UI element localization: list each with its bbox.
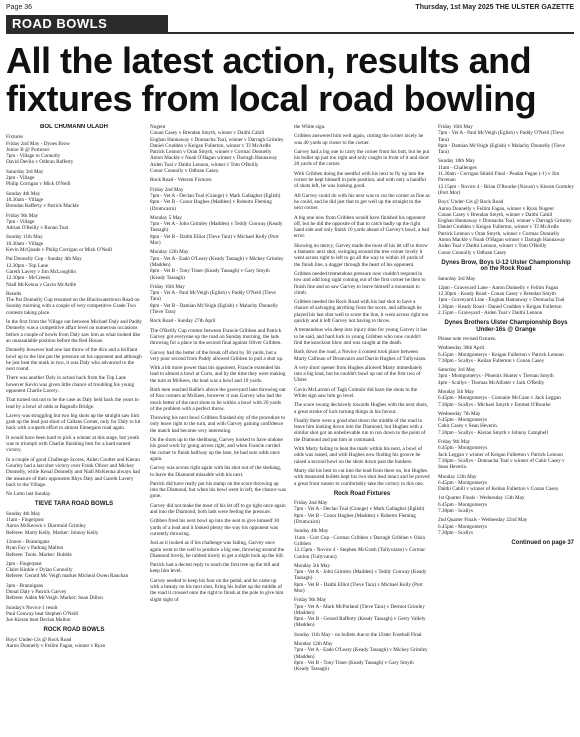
paragraph [294, 446, 430, 465]
paragraph [438, 439, 574, 470]
text-line: 8pm - Damian McVeigh (Eglish) v Malachy Donnelly (Tieve Tara) [438, 142, 565, 156]
text-line: 8pm - Vet B - Gerard Rafferty (Keady Tassagh) v Gerry Vallely (Madden) [294, 616, 426, 629]
text-line: Ryan Fay v Padraig Mallon [6, 545, 64, 552]
paragraph [6, 291, 142, 316]
text-line: 2nd Quarter Finals - Wednesday 22nd May [438, 517, 528, 524]
text-line: Cahir Casey v Sean Heverin. [438, 423, 499, 430]
publication-date: Thursday, 1st May 2025 THE ULSTER GAZETTE [415, 4, 574, 11]
section-label: ROAD BOWLS [6, 15, 168, 33]
text-line: Monday 12th May [150, 249, 189, 256]
paragraph [438, 199, 574, 256]
paragraph [6, 413, 142, 432]
paragraph [6, 234, 142, 253]
paragraph [294, 468, 430, 487]
text-line: 6.45pm - Montgomerys - Keigan Fullerton v Patrick Lennon [438, 351, 564, 358]
page-number: Page 36 [6, 4, 33, 11]
paragraph [6, 491, 142, 497]
paragraph [150, 215, 286, 246]
paragraph [6, 213, 142, 232]
paragraph [438, 285, 574, 316]
text-line: With a bit more power than his opponent, Francie extended his lead to almost a bowl at Corrs, and by the time they were making the turn at McKees, the lead was a bowl and 10 yards. [150, 365, 286, 384]
paragraph [150, 124, 286, 174]
text-line: Referee: Marty Kelly. Marker: Johnny Kelly [6, 529, 99, 536]
text-line: 8pm - Vet B - Tony Toner (Keady Tassagh) v Gary Smyth (Keady Tassagh) [150, 268, 270, 281]
text-line: 7pm - Vet A - Eadó O'Leary (Keady Tassagh) v Mickey Grimley (Madden) [150, 255, 284, 268]
paragraph [150, 284, 286, 315]
paragraph [438, 474, 574, 493]
text-line: 8pm - Vet B - Daithi Elliot (Tieve Tara) v Michael Kelly (Port Mor) [150, 233, 279, 247]
text-line: Eoghan Hannaway v Donnacha Toal, winner v Darragh Grimley [438, 218, 572, 225]
text-line: Rock Road - Veteran Fixtures [150, 177, 212, 184]
paragraph [294, 327, 430, 346]
text-line: 11am - Challenges [438, 164, 477, 171]
text-line: 3pm - Brannigans [6, 582, 44, 589]
paragraph [150, 177, 286, 183]
text-line: 12noon - Brannigans [6, 538, 50, 545]
paragraph [438, 367, 574, 386]
text-line: 7.30pm - Scallys - Michael Smyth v Emmet O'Rourke [438, 401, 551, 408]
text-line: Rock Road - Sunday 27th April [150, 318, 216, 325]
text-line: 10.30am - Village [6, 196, 44, 203]
text-line: All Garvey could do with his next was to cut the corner as fine as he could, and he did just that to get well up the straight to the next corner. [294, 192, 430, 212]
paragraph [438, 389, 574, 408]
paragraph [6, 191, 142, 210]
text-line: With Gribben doing the needful with his next to fly up into the corner he kept himself in pole position, and with only a handful of shots left, he was looking good. [294, 170, 426, 190]
text-line: 3pm - Montgomerys - Phoenix Hunter v Tiernan Smyth [438, 373, 554, 380]
text-line: 7pm - Vet A - John Grimley (Madden) v Teddy Conway (Keady Tassagh) [294, 569, 427, 582]
text-line: Conor Connolly v Odhran Casey [438, 249, 507, 256]
text-line: That turned out not to be the case as Daly held back the years to lead by a bowl of odds at Bagnalls Bridge. [6, 397, 139, 410]
text-line: 7.30pm - Scallys - Kieran Smyth v Johnny Campbell [438, 429, 548, 436]
paragraph [6, 605, 142, 624]
text-line: 11am - Fingerpost [6, 517, 44, 524]
paragraph [6, 511, 142, 536]
paragraph [294, 171, 430, 190]
text-line: Aiden Toal v Daithi Lennon, winner v Tom O'Reilly [150, 161, 259, 168]
paragraph [294, 299, 430, 324]
paragraph [438, 517, 574, 536]
text-line: 2.15pm - Graveyard - Aiden Toal v Daithi Lennon [438, 310, 543, 317]
paragraph [6, 169, 142, 188]
text-line: Friday 2nd May - Dynes Brow [6, 140, 70, 147]
text-line: Niall McKenna v Gavin McArdle [6, 281, 77, 288]
paragraph [150, 540, 286, 559]
text-line: 7.30pm - Scallys [438, 529, 474, 536]
paragraph [438, 158, 574, 196]
text-line: Gribben needed tremendous pressure now couldn't respond in tow and odd long sight coming out of the first corner he then to finish line and so saw Garvey to leave himself a mountain to climb. [294, 270, 426, 296]
text-line: Daniel Crudden v Keigan Fullerton, winner v TJ McArdle [150, 142, 271, 149]
text-line: 11.30am - Corrigan Shield Final - Peadar Fegan (-1) v Jim Pavenan [438, 171, 560, 184]
text-line: 7pm - Village [6, 218, 35, 225]
text-line: 1pm - Graveyard Line - Eoghan Hannaway v Donnacha Toal [438, 297, 565, 304]
paragraph [6, 347, 142, 372]
paragraph [150, 318, 286, 324]
paragraph [150, 350, 286, 363]
paragraph [294, 193, 430, 212]
text-line: On the shots up to the shebbung, Garvey looked to have undone his good work by going across right, and when Francie carried the corner to finish halfway up the lane, he had sure odds once again. [150, 437, 283, 462]
paragraph [294, 563, 430, 594]
paragraph [150, 437, 286, 462]
text-line: Pat Donnelly Cup - Sunday 4th May [6, 256, 82, 263]
paragraph [294, 149, 430, 168]
text-line: In a couple of good Challenge Scores, Aiden Coulter and Kieran Gourley had a last shot victory over Frank Oliver and Mickey Donnelly, while Kenal Donnelly and Niall McKenna always had the measure of their opponents Rhys Daly and Gareth Lavery back to the Village. [6, 456, 141, 488]
paragraph [6, 457, 142, 488]
paragraph [294, 528, 430, 559]
text-line: No Lotto last Sunday. [6, 491, 52, 498]
text-line: Throwing his next bowl Gribben finished shy of the procedure to only leave right to the turn, and with Garvey gaining confidence the match had become very interesting. [150, 415, 286, 434]
text-line: The score swung decisively towards Hughes with the next shots, a great stroke of luck turning things in his favour. [294, 402, 428, 415]
text-line: 8pm - Vet B - Damian McVeigh (Eglish) v Malachy Donnelly (Tieve Tara) [150, 302, 279, 316]
subhead-rock-road-fixtures: Rock Road Fixtures [333, 490, 391, 497]
text-line: 7pm - Vet A - Paul McVeigh (Eglish) v Paddy O'Neill (Tieve Tara) [438, 130, 564, 143]
paragraph [6, 256, 142, 287]
paragraph [6, 637, 142, 650]
paragraph [6, 583, 142, 602]
text-line: A very short opener from Hughes allowed Marty immediately into a big lead, but he couldn't bowl up out of the first two of Ulster. [294, 364, 423, 384]
paragraph [294, 641, 430, 672]
paragraph [294, 597, 430, 628]
paragraph [294, 387, 430, 400]
text-line: Paul Conway beat Stephen O'Neill [6, 610, 79, 617]
paragraph [6, 319, 142, 344]
text-line: There was another Daly in action back from the Top Lane however Kevin was given little chance of troubling his young opponent Charlie Lavery. [6, 375, 135, 394]
text-line: Monday 12th May [294, 641, 333, 648]
text-line: Garvey did not make the most of his let off to go tight once again and into the Diamond, both lads were feeling the pressure. [150, 502, 286, 516]
paragraph [294, 215, 430, 240]
text-line: Aaron Donnelly v Feilim Fagan, winner v Ryan Nugent [438, 205, 554, 212]
text-line: Anton Mackle v Noah O'Hagan winner v Darragh Hannaway [150, 155, 278, 162]
paragraph [294, 133, 430, 146]
text-line: 12.30pm - McCreesh [6, 275, 50, 282]
text-line: Sunday's Novice 1 result [6, 604, 58, 611]
text-line: 4pm - Scallys - Thomas McAllister v Jack O'Reilly [438, 379, 545, 386]
text-line: Monday 5th May [294, 562, 331, 569]
text-line: 6.45pm - Montgomerys - Connaire McCann v Jack Leggan [438, 395, 561, 402]
text-line: In the first from the Village out between Michael Daly and Paddy Donnelly was a competitive affair level on numerous occasions before a couple of bowls from Daly saw him as what looked like an unassailable position before the Red House. [6, 319, 142, 344]
text-line: Garvey needed to keep his foot on the pedal, and he came up with a beauty on his next shot, firing his bullet up the middle of the road it crossed onto the right to finish at the pole to give him slight sight of [150, 577, 284, 603]
text-line: Monday 5 May [150, 214, 182, 221]
text-line: Saturday 3rd May [438, 367, 476, 374]
text-line: Nugent [150, 124, 166, 130]
paragraph [150, 503, 286, 516]
paragraph [6, 539, 142, 558]
paragraph [6, 375, 142, 394]
paragraph [294, 349, 430, 362]
text-line: It would have been hard to pick a winner at this stage, but youth was to triumph with Charlie finishing best for a hard earned victory. [6, 434, 140, 454]
text-line: 10.30am - Village [6, 240, 44, 247]
text-line: Friday 2nd May [150, 186, 184, 193]
text-line: Friday 16th May [438, 124, 473, 130]
text-line: Friday 9th May [438, 439, 471, 446]
text-line: Sunday 4th May [6, 190, 41, 197]
text-line: Sunday 18th May [438, 158, 475, 165]
paragraph [294, 243, 430, 268]
paragraph [150, 249, 286, 280]
text-line: 8pm - Vet B - Tony Toner (Keady Tassagh) v Gary Smyth (Keady Tassagh) [294, 659, 414, 673]
text-line: Sunday 4th May [6, 510, 41, 517]
paragraph [294, 365, 430, 384]
text-line: Friday 2nd May [294, 500, 328, 507]
text-line: 6.45pm - Montgomerys [438, 417, 488, 424]
paragraph [6, 435, 142, 454]
column-3 [294, 124, 430, 694]
text-line: Showing no mercy, Garvey made the most of his let off to throw a fantastic next shot, swinging around the tree corner lovely it went across right to left to go all the way to within 10 yards of the finish line, a dagger through the heart of his opponent. [294, 242, 428, 268]
text-line: Results [6, 290, 22, 297]
text-line: Kevin McQuade v Philip Corrigan or Mick O'Neill [6, 247, 112, 254]
text-line: Gribben answered him well again, cutting the corner nicely he was 40 yards up closer to the corner. [294, 133, 424, 146]
text-line: Daniel Crudden v Keigan Fullerton, winner v TJ McArdle [438, 224, 559, 231]
text-line: Aaron Donnelly v Feilim Fagan, winner v Ryan [6, 643, 106, 650]
text-line: 12.15pm - Novice 4 - Stephen McGrath (Tullyvaran) v Cormac Conlon (Tullyvaran) [294, 547, 426, 560]
text-line: Sunday 11th May - no bullets due to the Ulster Football Final [294, 631, 422, 638]
col1-body-3 [6, 637, 142, 650]
text-line: 7pm - Vet A - Paul McVeigh (Eglish) v Paddy O'Neill (Tieve Tara) [150, 290, 276, 303]
text-line: Eoghan Hannaway v Donnacha Toal, winner v Darragh Grimley [150, 136, 284, 143]
col3-body [294, 124, 430, 487]
paragraph [438, 411, 574, 436]
text-line: Garvey was across right again with his shot out of the shebang, to leave the Diamond missable with his next. [150, 465, 282, 478]
paragraph [294, 271, 430, 296]
text-line: Monday 12th May [438, 473, 477, 480]
text-line: 2pm - Fingerpost [6, 560, 42, 567]
text-line: Philip Corrigan v Mick O'Neill [6, 181, 71, 188]
text-line: 6.45pm - Montgomerys [438, 501, 488, 508]
text-line: Garvey had the better of the break off shot by 30 yards, but a very poor second from Paddy allowed Gribben to pull a shot up. [150, 349, 284, 362]
text-line: Adrian O'Reilly v Ronan Toal [6, 225, 69, 232]
text-line: 8pm - Vet B - Daithi Elliot (Tieve Tara) v Michael Kelly (Port Mor) [294, 581, 423, 594]
text-line: Jack Leggan v winner of Keigan Fullerton v Patrick Lennon [438, 451, 563, 458]
text-line: Gribben fired his next bowl up into the seat to give himself 30 yards of a lead and it looked plenty the way his opponent was currently throwing. [150, 518, 280, 537]
text-line: Friday 9th May [294, 597, 327, 604]
text-line: Gribben needed the Rock Road with his last shot to have a chance of salvaging anything from the score, and although he played his last shot well to score the line, it went across right too quickly and it left Garvey not having to throw. [294, 299, 429, 325]
col1-body-2 [6, 511, 142, 624]
text-line: 12.30pm - Keady Road - Conan Casey v Brendan Smyth [438, 291, 556, 298]
text-line: Conor Connolly v Odhran Casey. [150, 168, 220, 175]
text-line: A big one now from Gribben would have finished his opponent off, but he did the opposite of that to catch badly up the right hand side and only finish 10 yards ahead of Garvey's bowl, a bad error. [294, 214, 430, 240]
text-line: David Devlin v Odhran Rafferty [6, 159, 74, 166]
text-line: 2pm - Village [6, 175, 35, 182]
text-line: Boys' Under-12s @ Rock Road [6, 636, 72, 643]
text-line: 7pm - Village to Connolly [6, 153, 61, 160]
text-line: Marty did his best to cut into the lead from there on, but Hughes with measured bullets kept his two shot lead intact and he proved a great front runner to comfortably take the victory in this one. [294, 467, 430, 487]
paragraph [294, 500, 430, 525]
paragraph [150, 481, 286, 500]
paragraph [150, 562, 286, 575]
col1-body [6, 134, 142, 497]
text-line: Friday 16th May [150, 283, 185, 290]
text-line: Brendan Rafferty v Patrick Mackle [6, 203, 79, 210]
text-line: Daithi Cahill v winner of Keilan Fullerton v Conan Casey. [438, 486, 560, 493]
text-line: 11am - Corr Cup - Cormac Gribben v Darragh Gribben v Oisín Gribben [294, 534, 426, 547]
col3-body-2 [294, 500, 430, 672]
col4-body-3 [438, 336, 574, 536]
text-line: 7pm - Vet A - Eadó O'Leary (Keady Tassagh) v Mickey Grimley (Madden) [294, 647, 428, 660]
text-line: Garvey had a big one to carry the corner from his butt, but he put his bullet up just too right and only caught in front of it and short 20 yards of the corner. [294, 148, 430, 168]
text-line: 6.45pm - Montgomerys [438, 445, 488, 452]
paragraph [150, 578, 286, 603]
text-line: 12.15pm - Novice 4 - Brian O'Rourke (Navan) v Kieran Gormley (Port Mor) [438, 183, 574, 196]
text-line: Boys' Under-12s @ Rock Road [438, 199, 504, 206]
masthead [6, 0, 574, 13]
byline: BOL CHUMANN ULADH [40, 124, 108, 130]
text-line: Conan Casey v Brendan Smyth, winner v Daithi Cahill [438, 211, 553, 218]
text-line: 1st Quarter Finals - Wednesday 15th May [438, 495, 525, 502]
text-line: Saturday 3rd May [438, 275, 476, 282]
paragraph [6, 397, 142, 410]
column-4 [438, 124, 574, 694]
text-line: Donnelly however had one last throw of the dice and a brilliant bowl up to the line put the pressure on his opponent and although he just beat the mark in two, it was Daly who advanced to the next round. [6, 347, 142, 373]
column-2 [150, 124, 286, 694]
paragraph [438, 345, 574, 364]
text-line: Saturday 3rd May [6, 168, 44, 175]
text-line: Please note revised fixtures. [438, 335, 497, 342]
text-line: 7pm - Vet A - Declan Toal (Grange) v Mark Gallagher (Eglish) [150, 192, 281, 199]
text-line: Sunday 4th May [294, 528, 329, 535]
col4-body-2 [438, 276, 574, 317]
text-line: The O'Reilly Cup contest between Francie Gribben and Patrick Garvey got everyone up the road on Sunday morning, the lads throwing for a place in the second final against Oliver Gribben. [150, 327, 282, 347]
paragraph [150, 328, 286, 347]
text-line: Aiden Toal v Daithi Lennon, winner v Tom O'Reilly [438, 243, 547, 250]
text-line: Monday 5th May [438, 388, 475, 395]
text-line: 7.30pm - Scallys - Keilan Fullerton v Conan Casey [438, 357, 545, 364]
text-line: The Pat Donnelly Cup resumed on the Blackwatertown Road on Sunday morning with a couple of very competitive Grade Two contests taking place. [6, 297, 140, 316]
text-line: Gavin McLarnon of Tagh Colmóir did have the shots to the White sign saw him go level. [294, 386, 418, 399]
text-line: A tremendous win deep into injury time for young Garvey it has to be said, and hard luck to young Gribben who now couldn't find the knockout blow and was caught at the death. [294, 327, 428, 346]
text-line: Gareth Lavery v Jim McLoughlin [6, 268, 77, 275]
text-line: Anton Mackle v Noah O'Hagan winner v Darragh Hannaway [438, 237, 566, 244]
text-line: Patrick Lennon v Oran Smyth, winner v Cormac Donnelly [438, 230, 560, 237]
paragraph [150, 365, 286, 384]
text-line: the White sign. [294, 124, 326, 130]
text-line: 1.30pm - Keady Road - Daniel Crudden v Keigan Fullerton [438, 303, 562, 310]
paragraph [294, 632, 430, 638]
text-line: Junior B @ Portnoor [6, 146, 50, 153]
paragraph [438, 124, 574, 155]
text-line: 8pm - Vet B - Conor Hughes (Madden) v Roberto Fleming (Drumcairn) [294, 512, 416, 526]
subhead-rock-road: ROCK ROAD BOWLS [43, 627, 105, 634]
text-line: Referee: Aiden McVeigh. Marker: Sean Dillon [6, 595, 103, 602]
text-line: Wednesday 7th May [438, 410, 481, 417]
paragraph [150, 465, 286, 478]
text-line: 12.30pm - Top Lane [6, 262, 49, 269]
text-line: Both men reached Ballie's above the graveyard lane throwing out of four corners at McKees, however it was Garvey who had the much better of the next shots to be within a bowl with 20 yards of the problem with a perfect throw. [150, 386, 286, 412]
section-rule [6, 32, 574, 34]
text-line: Just as it looked as if his challenge was fading, Garvey once again went to the well to produce a big one, throwing around the Diamond lovely, he rubbed nicely to get a slight look up the hill. [150, 540, 285, 559]
paragraph [438, 276, 574, 282]
text-line: With Marty failing to beat the mark within his next, a bowl of odds was raised, and with Hughes now finding his groove he raised a second bowl on the shots down past the bunkers. [294, 446, 423, 465]
column-1 [6, 124, 142, 694]
paragraph [150, 187, 286, 212]
text-line: 7pm - Vet A - John Grimley (Madden) v Teddy Conway (Keady Tassagh) [150, 221, 283, 234]
subhead-dynes-brothers: Dynes Brothers Ulster Championship Boys Under-16s @ Grange [444, 320, 568, 333]
text-line: Sunday 11th May [6, 234, 43, 241]
text-line: Patrick Lennon v Oran Smyth, winner v Cormac Donnelly [150, 149, 272, 156]
text-line: Conan Casey v Brendan Smyth, winner v Daithi Cahill [150, 130, 265, 137]
text-line: Patrick had a decent reply to reach the first tree up the hill and keep him level. [150, 562, 280, 575]
text-line: Joe Kieran beat Declan Mallon [6, 617, 71, 624]
paragraph [294, 402, 430, 415]
text-line: Aaron McKeown v Diarmuid Grimley [6, 523, 86, 530]
text-line: 7.30pm - Scallys - Donnacha Toal v winner of Cahir Casey v Sean Heverin. [438, 457, 565, 471]
paragraph [294, 418, 430, 443]
col2-body [150, 124, 286, 603]
paragraph [6, 561, 142, 580]
text-line: Finally there were a good shot down the middle of the road to leave him looking down into the Diamond, but Hughes with a similar shot got an unbelievable run to run down to the point of the Diamond and put him in command. [294, 417, 426, 443]
text-line: 7pm - Vet A - Declan Toal (Grange) v Mark Gallagher (Eglish) [294, 506, 425, 513]
text-line: Referee: Gerard Mc Veigh marker Micheal Owen Rauchan [6, 573, 129, 580]
paragraph [150, 415, 286, 434]
continued-note: Continued on page 37 [511, 540, 574, 547]
article-headline: All the latest action, results and fixtures from local road bowling [6, 40, 537, 119]
paragraph [150, 387, 286, 412]
text-line: Lavery was struggling but two big shots up the straight saw him grab up the lead just short of Callans Corner, only for Daly to hit back with a superb effort to almost Finnegans road again. [6, 412, 141, 432]
subhead-tieve-tara: TIEVE TARA ROAD BOWLS [34, 501, 114, 508]
text-line: Referee: Toots. Marker: Bubble [6, 551, 72, 558]
paragraph [6, 134, 142, 165]
paragraph [294, 124, 430, 130]
text-line: 8pm - Vet B - Conor Hughes (Madden) v Roberto Fleming (Drumcairn) [150, 199, 272, 212]
text-line: Friday 9th May [6, 212, 39, 219]
text-line: Fixtures [6, 134, 24, 141]
article-columns [6, 124, 574, 694]
text-line: 6.45pm - Montgomerys [438, 523, 488, 530]
subhead-dynes-brow: Dynes Brow, Boys U-12 Ulster Championship on the Rock Road [441, 259, 571, 273]
paragraph [438, 495, 574, 514]
paragraph [438, 336, 574, 342]
text-line: 12pm - Graveyard Lane - Aaron Donnelly v Feilim Fagan [438, 284, 559, 291]
text-line: 6.45pm - Montgomerys [438, 479, 488, 486]
text-line: 7.30pm - Scallys [438, 508, 474, 515]
text-line: Wednesday 30th April [438, 345, 485, 352]
text-line: Back down the road, a Novice 4 contest took place between Marty Callinan of Drumcairn and Darrin Hughes of Tullyvaran. [294, 349, 427, 362]
text-line: Patrick did have really put his stamp on the score throwing up into the Diamond, but when his bowl went in left, the chance was gone. [150, 480, 286, 500]
text-line: Claire Kinkle v Dylan Connolly [6, 567, 73, 574]
text-line: Donal Daly v Patrick Garvey [6, 589, 67, 595]
paragraph [150, 518, 286, 537]
col4-body [438, 124, 574, 256]
text-line: 7pm - Vet A - Mark McParland (Tieve Tara) v Dermot Grimley (Madden) [294, 603, 425, 616]
